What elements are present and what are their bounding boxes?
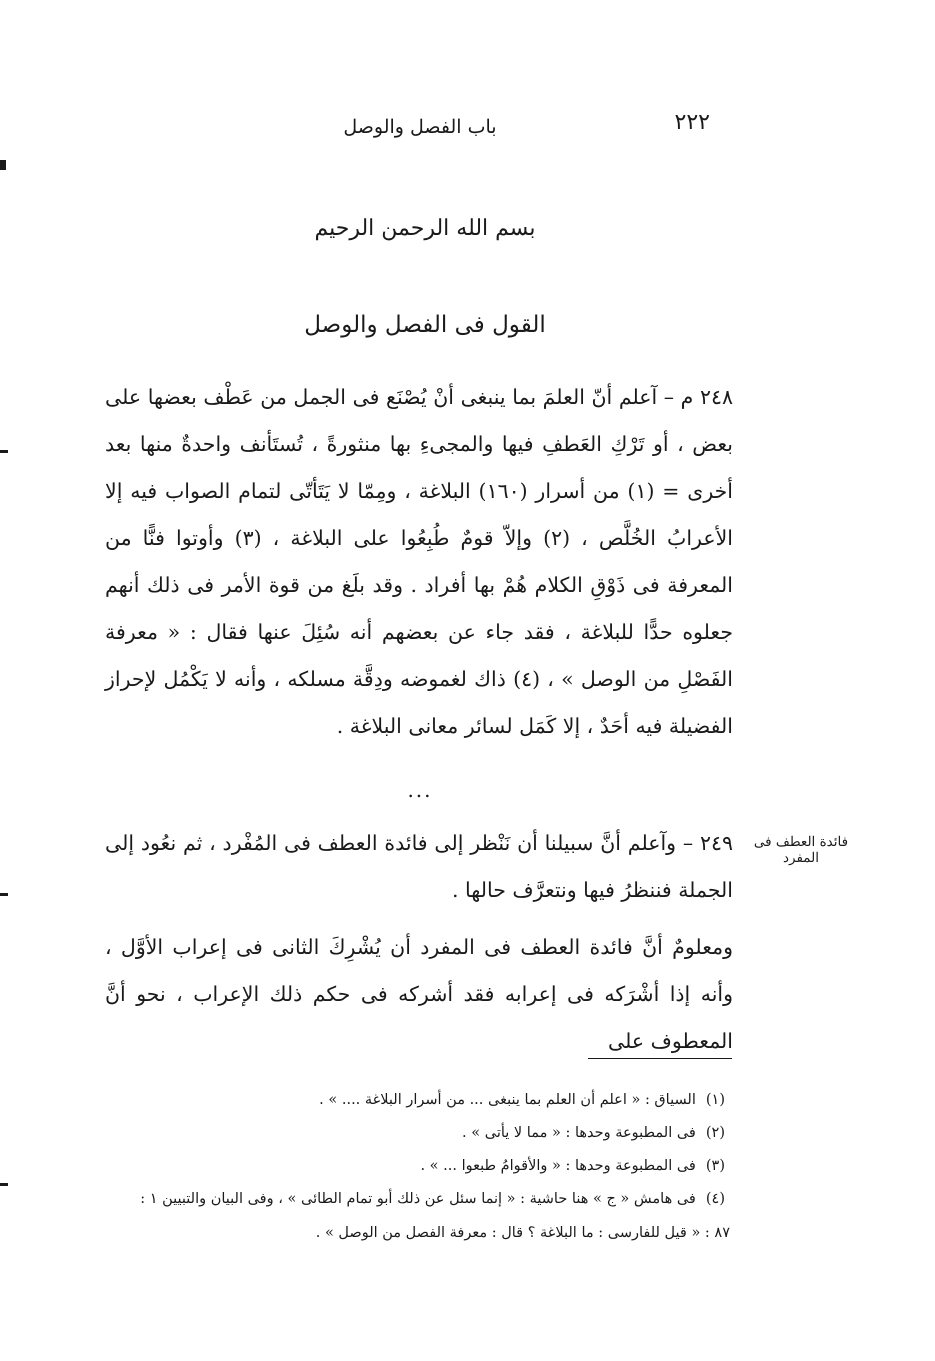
section-separator: ... bbox=[407, 778, 433, 802]
margin-sidenote: فائدة العطف فى المفرد bbox=[753, 834, 849, 866]
footnote-1 bbox=[100, 1084, 725, 1117]
footnote-3 bbox=[100, 1150, 725, 1183]
paragraph-249: ٢٤٩ – وآعلم أنَّ سبيلنا أن نَنْظر إلى فائدة العطف فى المُفْرد ، ثم نعُود إلى الجملة فننظرُ فيها ونتعرَّف حالها . bbox=[105, 831, 733, 902]
footnote-text: فى المطبوعة وحدها : « والأقوامُ طبعوا ... » . bbox=[420, 1158, 696, 1174]
footnote-4-continuation: ٨٧ : « قيل للفارسى : ما البلاغة ؟ قال : معرفة الفصل من الوصل » . bbox=[315, 1225, 730, 1241]
footnote-text: فى هامش « ج » هنا حاشية : « إنما سئل عن ذلك أبو تمام الطائى » ، وفى البيان والتبيين ١ : bbox=[140, 1191, 696, 1207]
paragraph-continuation: ومعلومٌ أنَّ فائدة العطف فى المفرد أن يُشْرِكَ الثانى فى إعراب الأوَّل ، وأنه إذا أشْرَكه فى إعرابه فقد أشركه فى حكم ذلك الإعراب ، نحو أنَّ المعطوف على bbox=[105, 935, 733, 1053]
footnote-number: (١) bbox=[705, 1092, 725, 1108]
scan-edge-mark bbox=[0, 160, 6, 170]
paragraph-248: ٢٤٨ م – آعلم أنّ العلمَ بما ينبغى أنْ يُصْنَع فى الجمل من عَطْف بعضها على بعض ، أو تَرْكِ العَطفِ فيها والمجىءِ بها منثورةً ، تُستَأنف واحدةٌ منها بعد أخرى = (١) من أسرار (١٦٠) البلاغة ، ومِمّا لا يَتَأتّى لتمام الصواب فيه إلا الأعرابُ الخُلَّص ، (٢) وإلاّ قومٌ طُبِعُوا على البلاغة ، (٣) وأوتوا فنًّا من المعرفة فى ذَوْقِ الكلام هُمْ بها أفراد . وقد بلَغ من قوة الأمر فى ذلك أنهم جعلوه حدًّا للبلاغة ، فقد جاء عن بعضهم أنه سُئِلَ عنها فقال : « معرفة الفَصْلِ من الوصل » ، (٤) ذاك لغموضه ودِقَّة مسلكه ، وأنه لا يَكْمُل لإحراز الفضيلة فيه أحَدٌ ، إلا كَمَل لسائر معانى البلاغة . bbox=[105, 385, 733, 738]
footnote-number: (٢) bbox=[705, 1125, 725, 1141]
basmala: بسم الله الرحمن الرحيم bbox=[314, 216, 536, 241]
footnote-divider bbox=[588, 1058, 732, 1059]
footnote-text: السياق : « اعلم أن العلم بما ينبغى ... من أسرار البلاغة .... » . bbox=[319, 1092, 696, 1108]
footnote-2 bbox=[100, 1117, 725, 1150]
scan-edge-mark bbox=[0, 450, 8, 453]
footnote-4 bbox=[100, 1183, 725, 1216]
scan-edge-mark bbox=[0, 893, 8, 896]
section-heading: القول فى الفصل والوصل bbox=[304, 312, 546, 338]
footnotes bbox=[100, 1084, 725, 1216]
footnote-text: فى المطبوعة وحدها : « مما لا يأتى » . bbox=[462, 1125, 696, 1141]
page-number: ٢٢٢ bbox=[674, 110, 710, 135]
scan-edge-mark bbox=[0, 1183, 8, 1186]
footnote-number: (٤) bbox=[705, 1191, 725, 1207]
running-header-title: باب الفصل والوصل bbox=[343, 116, 497, 138]
footnote-number: (٣) bbox=[705, 1158, 725, 1174]
